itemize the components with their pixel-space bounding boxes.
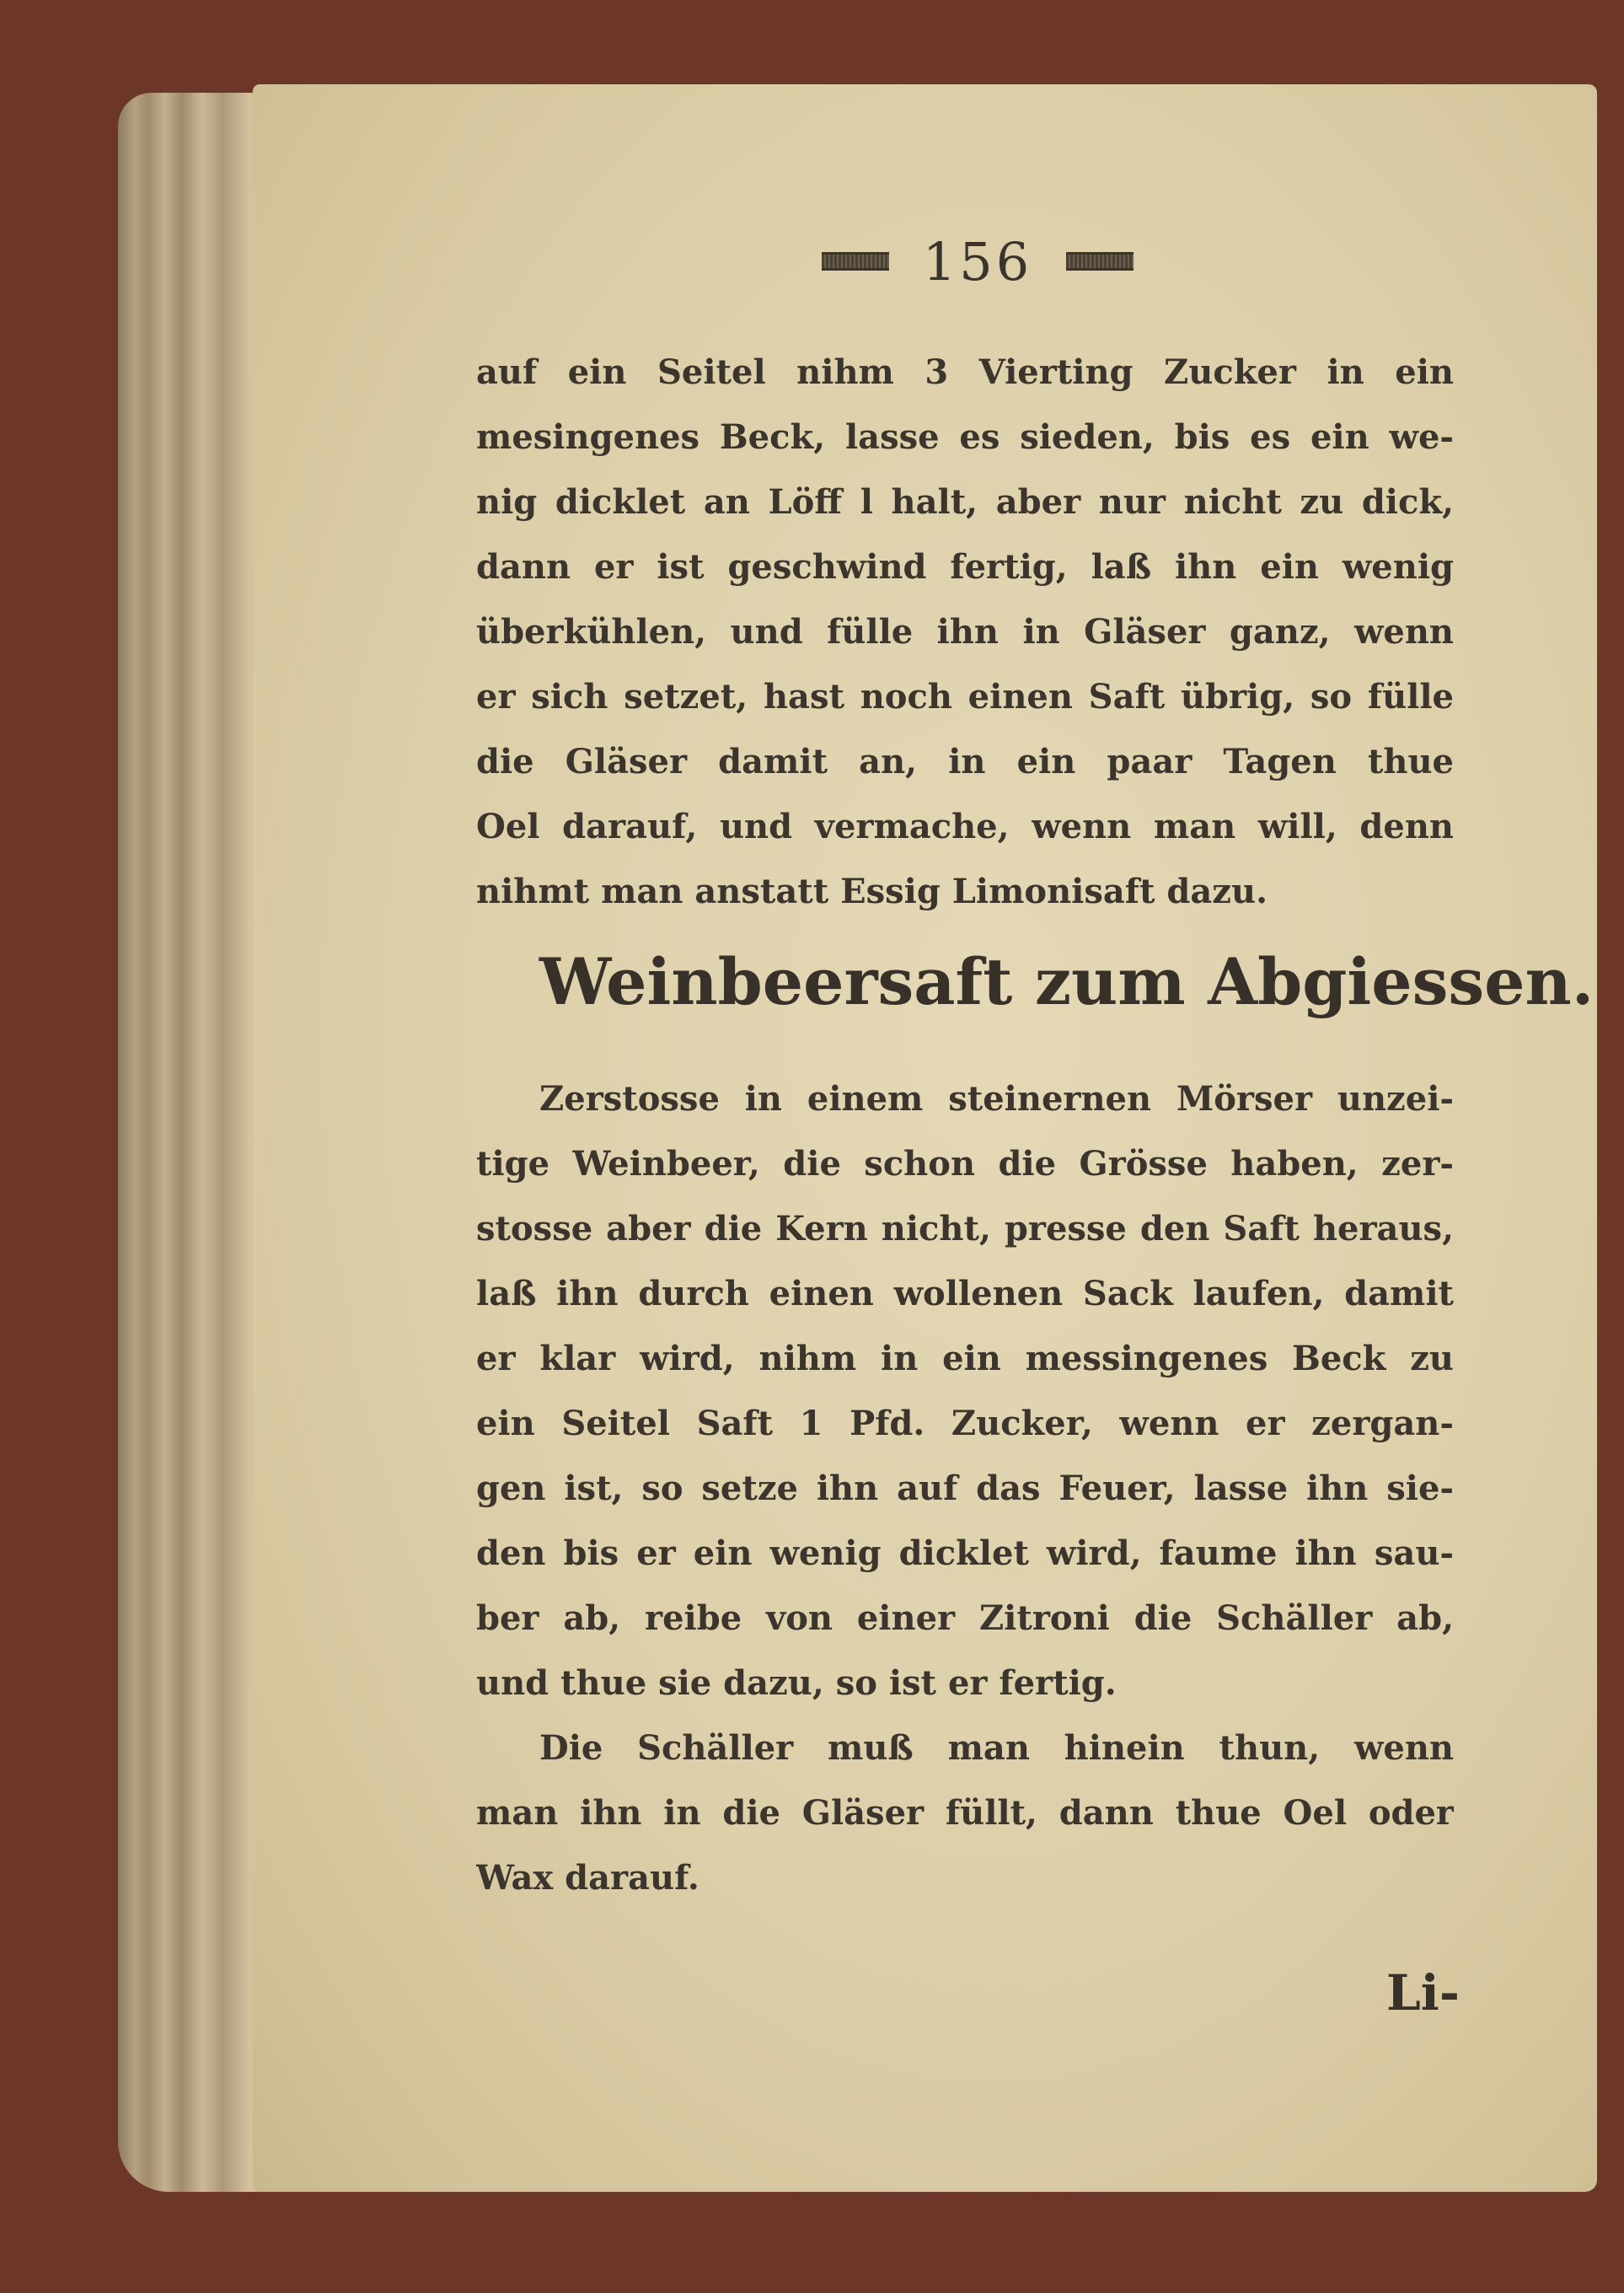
text-line: tige Weinbeer, die schon die Grösse haben, zer- xyxy=(476,1144,1454,1184)
text-line: Oel darauf, und vermache, wenn man will, denn xyxy=(476,807,1454,846)
text-line: ber ab, reibe von einer Zitroni die Schäller ab, xyxy=(476,1598,1454,1638)
text-line: überkühlen, und fülle ihn in Gläser ganz, wenn xyxy=(476,612,1454,652)
text-line: Zerstosse in einem steinernen Mörser unzei- xyxy=(539,1079,1454,1119)
header-rule-left xyxy=(822,252,889,271)
page-header xyxy=(775,228,1180,295)
text-line: ein Seitel Saft 1 Pfd. Zucker, wenn er zergan- xyxy=(476,1404,1454,1443)
text-line: nig dicklet an Löff l halt, aber nur nicht zu dick, xyxy=(476,482,1454,522)
catchword: Li- xyxy=(1386,1964,1460,2022)
text-line: dann er ist geschwind fertig, laß ihn ein wenig xyxy=(476,547,1454,587)
section-heading: Weinbeersaft zum Abgiessen. xyxy=(539,944,1595,1019)
text-line: auf ein Seitel nihm 3 Vierting Zucker in ein xyxy=(476,352,1454,392)
text-line: er sich setzet, hast noch einen Saft übrig, so fülle xyxy=(476,677,1454,717)
text-line: man ihn in die Gläser füllt, dann thue Oel oder xyxy=(476,1793,1454,1833)
paragraph-recipe-end xyxy=(476,340,1454,924)
paragraph-weinbeersaft xyxy=(476,1066,1454,1910)
text-line: Wax darauf. xyxy=(476,1858,699,1898)
text-line: und thue sie dazu, so ist er fertig. xyxy=(476,1663,1117,1703)
text-line: den bis er ein wenig dicklet wird, faume ihn sau- xyxy=(476,1533,1454,1573)
text-line: die Gläser damit an, in ein paar Tagen thue xyxy=(476,742,1454,781)
text-line: gen ist, so setze ihn auf das Feuer, lasse ihn sie- xyxy=(476,1469,1454,1508)
text-line: Die Schäller muß man hinein thun, wenn xyxy=(539,1728,1454,1768)
text-line: mesingenes Beck, lasse es sieden, bis es ein we- xyxy=(476,417,1454,457)
text-line: laß ihn durch einen wollenen Sack laufen, damit xyxy=(476,1274,1454,1313)
header-rule-right xyxy=(1066,252,1134,271)
text-line: er klar wird, nihm in ein messingenes Beck zu xyxy=(476,1339,1454,1378)
text-line: nihmt man anstatt Essig Limonisaft dazu. xyxy=(476,872,1268,911)
text-line: stosse aber die Kern nicht, presse den Saft heraus, xyxy=(476,1209,1454,1249)
page-number: 156 xyxy=(922,230,1033,293)
